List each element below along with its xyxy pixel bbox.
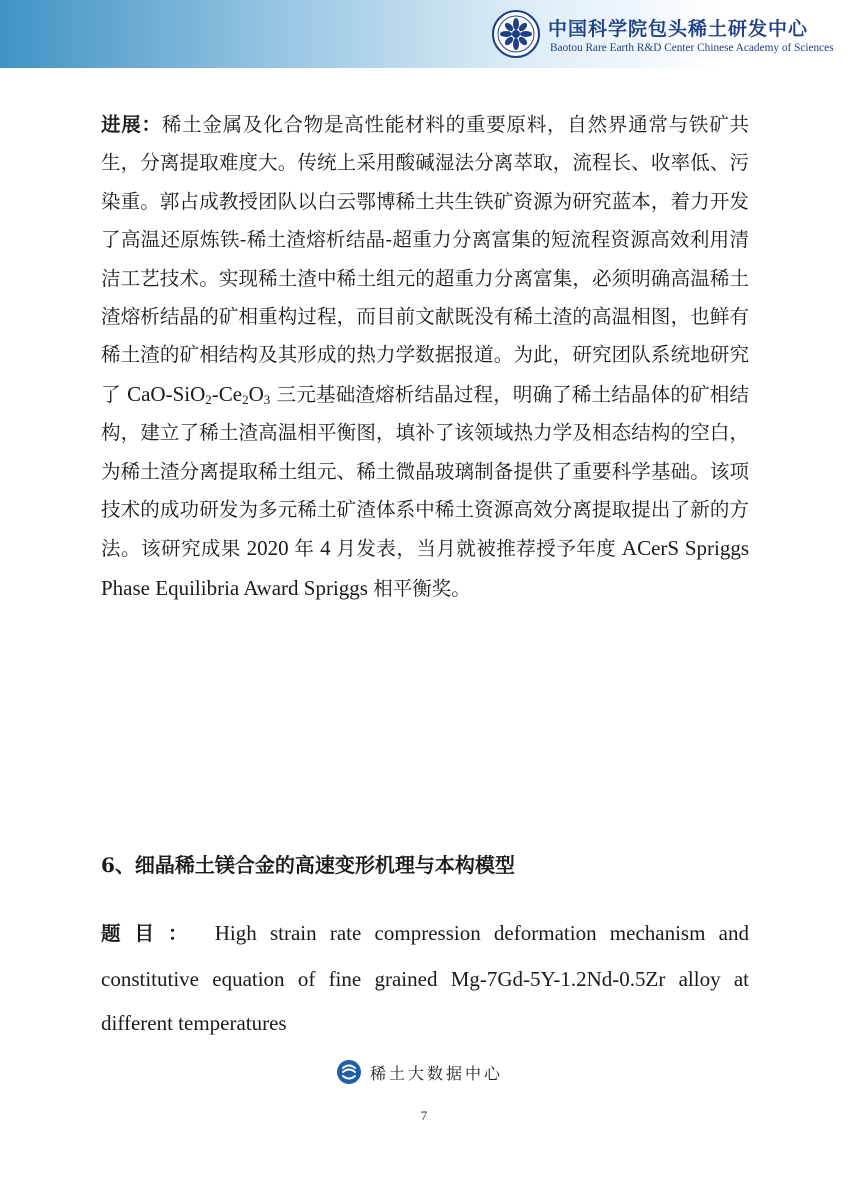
award-name: ACerS Spriggs Phase Equilibria Award Spriggs xyxy=(101,536,750,600)
progress-text-1: 稀土金属及化合物是高性能材料的重要原料，自然界通常与铁矿共生，分离提取难度大。传统上采用酸碱湿法分离萃取，流程长、收率低、污染重。郭占成教授团队以白云鄂博稀土共生铁矿资源为研究蓝本，着力开发了高温还原炼铁-稀土渣熔析结晶-超重力分离富集的短流程资源高效利用清洁工艺技术。实现稀土渣中稀土组元的超重力分离富集，必须明确高温稀土渣熔析结晶的矿相重构过程，而目前文献既没有稀土渣的高温相图，也鲜有稀土渣的矿相结构及其形成的热力学数据报道。为此，研究团队系统地研究了 xyxy=(101,113,749,406)
title-label: 题目： xyxy=(101,922,202,945)
page-number: 7 xyxy=(420,1108,428,1123)
formula-part-o: O xyxy=(248,381,264,406)
progress-text-5: 相平衡奖。 xyxy=(373,576,471,600)
footer-brand xyxy=(336,1058,503,1086)
formula-subscript: 2 xyxy=(205,391,212,407)
cas-emblem-icon xyxy=(492,10,540,58)
formula-subscript: 3 xyxy=(263,391,271,407)
progress-text-3: 年 xyxy=(294,537,315,561)
publication-year: 2020 xyxy=(240,536,295,561)
formula-part-ce: -Ce xyxy=(211,381,243,406)
formula-subscript: 2 xyxy=(242,391,249,407)
org-name-cn: 中国科学院包头稀土研发中心 xyxy=(548,18,809,40)
formula xyxy=(127,382,270,406)
publication-month: 4 xyxy=(314,536,337,561)
paper-title-block xyxy=(101,911,749,1046)
big-data-logo-icon xyxy=(336,1059,362,1085)
paper-title: High strain rate compression deformation mechanism and constitutive equation of fine grained Mg-7Gd-5Y-1.2Nd-0.5Zr alloy at different temperatures xyxy=(101,921,749,1035)
section-heading: 6、细晶稀土镁合金的高速变形机理与本构模型 xyxy=(101,853,515,877)
progress-paragraph xyxy=(101,106,749,608)
formula-part-cao-sio: CaO-SiO xyxy=(127,381,206,406)
footer-brand-text: 稀土大数据中心 xyxy=(370,1063,504,1083)
progress-text-4: 月发表，当月就被推荐授予年度 xyxy=(336,537,617,561)
progress-label: 进展： xyxy=(101,113,162,136)
org-name-en: Baotou Rare Earth R&D Center Chinese Academy of Sciences xyxy=(550,42,834,54)
progress-text-2: 三元基础渣熔析结晶过程，明确了稀土结晶体的矿相结构，建立了稀土渣高温相平衡图，填补了该领域热力学及相态结构的空白，为稀土渣分离提取稀土组元、稀土微晶玻璃制备提供了重要科学基础。该项技术的成功研发为多元稀土矿渣体系中稀土资源高效分离提取提出了新的方法。该研究成果 xyxy=(101,382,749,561)
